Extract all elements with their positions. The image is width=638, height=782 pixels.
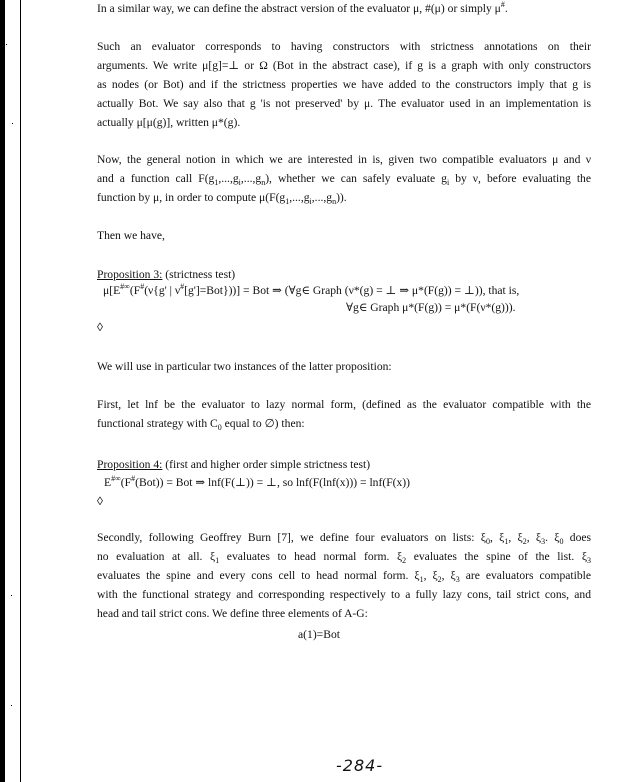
subscript: 2 [522,537,527,546]
subscript: 3 [541,537,546,546]
proposition-4-formula [104,476,410,490]
subscript: 1 [504,537,509,546]
subscript: n [332,197,337,206]
text-span: and a function call F(g [97,172,215,185]
proposition-3-formula [103,284,519,298]
scan-margin-line [20,0,21,782]
text-span: does [563,531,592,544]
text-span: function by μ, in order to compute μ(F(g [97,191,286,204]
subscript: i [238,178,241,187]
text-span: , ξ [508,531,523,544]
end-of-proposition-mark: ◊ [97,494,103,508]
superscript: # [180,282,185,291]
proposition-4-title: (first and higher order simple strictness test) [162,458,371,471]
text-span: , ξ [423,569,438,582]
subscript: 3 [587,556,592,565]
subscript: 2 [402,556,407,565]
text-span: (Bot)) = Bot ⇒ lnf(F(⊥)) = ⊥, so lnf(F(lnf(x))) = lnf(F(x)) [135,476,411,489]
paragraph-strictness-line-2: arguments. We write μ[g]=⊥ or Ω (Bot in the abstract case), if g is a graph with only constructors [97,59,591,72]
text-span: , ξ [441,569,456,582]
text-span: . ξ [545,531,560,544]
subscript: 1 [419,575,424,584]
proposition-3-label: Proposition 3: [97,268,163,281]
subscript: 1 [214,178,219,187]
superscript: #∞ [120,282,130,291]
text-span: . [504,2,508,15]
scan-speck [6,44,7,45]
paragraph-list-evaluators-line-1 [97,531,591,545]
paragraph-abstract-evaluator [97,2,508,16]
subscript: 2 [437,575,442,584]
text-span: are evaluators compatible [459,569,592,582]
text-span: , ξ [526,531,542,544]
subscript: 0 [485,537,490,546]
paragraph-strictness-line-1: Such an evaluator corresponds to having constructors with strictness annotations on their [97,40,591,53]
subscript: i [309,197,312,206]
paragraph-strictness-line-3: as nodes (or Bot) and if the strictness properties we have added to the constructors imply that g is [97,78,591,91]
text-span: , ξ [489,531,505,544]
text-span: ,...,g [311,191,333,204]
end-of-proposition-mark: ◊ [97,320,103,334]
paragraph-list-evaluators-line-3 [97,569,591,583]
text-span: ,...,g [240,172,262,185]
proposition-4-label: Proposition 4: [97,458,163,471]
scan-border-left [0,0,5,782]
text-span: E [104,476,112,489]
text-span: evaluates the spine and every cons cell to head normal form. ξ [97,569,420,582]
text-span: evaluates the spine of the list. ξ [406,550,588,563]
text-span: ,...,g [289,191,310,204]
superscript: #∞ [111,474,121,483]
paragraph-list-evaluators-line-4: with the functional strategy and corresponding respectively to a fully lazy cons, tail strict cons, and [97,588,591,601]
text-span: equal to ∅) then: [221,417,305,430]
superscript: # [140,282,145,291]
paragraph-lnf-line-1: First, let lnf be the evaluator to lazy normal form, (defined as the evaluator compatible with the [97,398,591,411]
text-span: ,...,g [218,172,239,185]
superscript: # [131,474,136,483]
text-span: (F [129,284,141,297]
subscript: 1 [285,197,290,206]
subscript: 3 [455,575,460,584]
proposition-3-title: (strictness test) [162,268,236,281]
centered-formula: a(1)=Bot [298,628,340,641]
subscript: n [261,178,266,187]
text-span: (ν{g' | ν [144,284,181,297]
then-we-have: Then we have, [97,229,165,242]
paragraph-strictness-line-4: actually Bot. We say also that g 'is not preserved' by μ. The evaluator used in an implementation is [97,97,591,110]
paragraph-list-evaluators-line-5: head and tail strict cons. We define three elements of A-G: [97,607,368,620]
proposition-3-formula-line-2: ∀g∈ Graph μ*(F(g)) = μ*(F(ν*(g))). [346,301,516,314]
paragraph-general-notion-line-1: Now, the general notion in which we are interested in is, given two compatible evaluators μ and ν [97,153,591,166]
subscript: 0 [217,423,222,432]
text-span: (F [120,476,132,489]
text-span: μ[E [103,284,121,297]
subscript: i [446,178,450,187]
text-span: evaluates to head normal form. ξ [219,550,403,563]
text-span: )). [336,191,347,204]
proposition-4-heading [97,458,370,472]
paragraph-strictness-line-5: actually μ[μ(g)], written μ*(g). [97,116,241,129]
scan-speck [12,123,13,124]
proposition-3-heading [97,268,235,282]
paragraph-general-notion-line-2 [97,172,591,186]
text-span: no evaluation at all. ξ [97,550,216,563]
paragraph-list-evaluators-line-2 [97,550,591,564]
subscript: 0 [559,537,564,546]
text-span: ), whether we can safely evaluate g [265,172,447,185]
text-span: In a similar way, we can define the abstract version of the evaluator μ, #(μ) or simply μ [97,2,501,15]
text-span: Secondly, following Geoffrey Burn [7], we define four evaluators on lists: ξ [97,531,486,544]
text-span: by ν, before evaluating the [449,172,591,185]
paragraph-instances: We will use in particular two instances of the latter proposition: [97,360,392,373]
scan-speck [11,595,12,596]
subscript: 1 [215,556,220,565]
scan-speck [11,705,12,706]
page-number: -284- [336,756,384,775]
paragraph-lnf-line-2 [97,417,305,431]
superscript: # [500,0,505,9]
text-span: [g']=Bot}))] = Bot ⇒ (∀g∈ Graph (ν*(g) = ⊥ ⇒ μ*(F(g)) = ⊥)), that is, [184,284,520,297]
paragraph-general-notion-line-3 [97,191,347,205]
text-span: functional strategy with C [97,417,218,430]
